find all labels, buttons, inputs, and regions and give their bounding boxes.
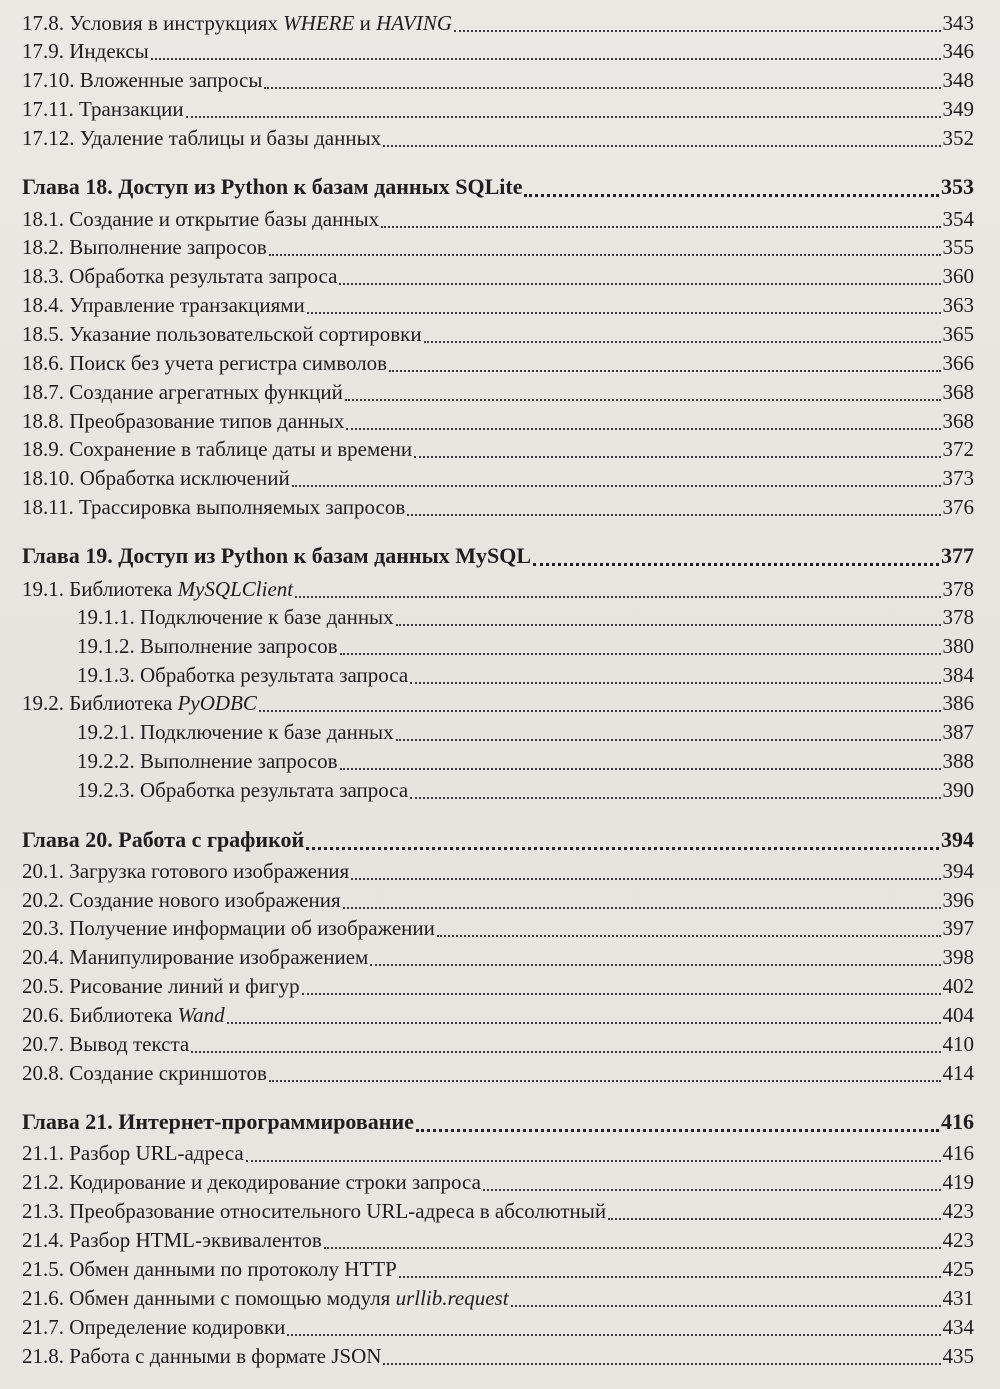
toc-entry-title-text: Библиотека bbox=[69, 691, 178, 715]
toc-entry-page-number: 355 bbox=[942, 235, 974, 259]
toc-entry-number: 18.3. bbox=[22, 264, 64, 288]
dot-leader bbox=[269, 1080, 941, 1082]
dot-leader bbox=[416, 1129, 939, 1132]
toc-entry-number: 20.7. bbox=[22, 1032, 64, 1056]
dot-leader bbox=[302, 993, 941, 995]
toc-entry-number: 21.8. bbox=[22, 1344, 64, 1368]
toc-entry-title-text: Трассировка выполняемых запросов bbox=[78, 495, 406, 519]
toc-entry-page-number: 390 bbox=[942, 778, 974, 802]
toc-entry-title bbox=[69, 943, 368, 971]
toc-entry-number: 21.6. bbox=[22, 1286, 64, 1310]
dot-leader bbox=[227, 1022, 941, 1024]
toc-entry-title bbox=[69, 1313, 285, 1341]
toc-entry-title bbox=[69, 1226, 322, 1254]
dot-leader bbox=[399, 1276, 941, 1278]
toc-entry-title bbox=[69, 1001, 224, 1029]
toc-entry-page-number: 423 bbox=[942, 1199, 974, 1223]
dot-leader bbox=[414, 456, 940, 458]
toc-entry-page-number: 377 bbox=[941, 543, 974, 568]
toc-entry-number: 19.2.1. bbox=[77, 720, 135, 744]
toc-entry-title bbox=[69, 407, 344, 435]
toc-entry bbox=[22, 9, 974, 37]
toc-entry-title bbox=[69, 435, 412, 463]
toc-entry-number: 19.1.3. bbox=[77, 663, 135, 687]
toc-entry-title-text: Разбор HTML-эквивалентов bbox=[69, 1228, 322, 1252]
toc-entry-page-number: 435 bbox=[942, 1344, 974, 1368]
toc-entry bbox=[22, 575, 974, 603]
toc-entry-title bbox=[69, 575, 293, 603]
toc-entry-number: 20.6. bbox=[22, 1003, 64, 1027]
toc-chapter-entry bbox=[22, 542, 974, 570]
dot-leader bbox=[346, 428, 940, 430]
toc-entry-number: Глава 21. bbox=[22, 1109, 113, 1134]
toc-entry bbox=[22, 233, 974, 261]
toc-entry-number: 19.2.2. bbox=[77, 749, 135, 773]
dot-leader bbox=[410, 682, 940, 684]
dot-leader bbox=[608, 1218, 940, 1220]
toc-entry-title-italic: Wand bbox=[177, 1003, 225, 1027]
toc-entry-title-text: Преобразование типов данных bbox=[69, 409, 345, 433]
toc-entry bbox=[22, 407, 974, 435]
dot-leader bbox=[264, 87, 940, 89]
dot-leader bbox=[259, 710, 941, 712]
toc-entry-title bbox=[69, 1030, 189, 1058]
toc-entry-number: 21.2. bbox=[22, 1170, 64, 1194]
toc-entry-number: Глава 20. bbox=[22, 827, 113, 852]
toc-entry-title-italic: urllib.request bbox=[395, 1286, 509, 1310]
toc-entry-title-text: Вложенные запросы bbox=[79, 68, 263, 92]
dot-leader bbox=[306, 847, 939, 850]
dot-leader bbox=[269, 254, 941, 256]
dot-leader bbox=[186, 116, 941, 118]
toc-entry-number: 20.2. bbox=[22, 888, 64, 912]
toc-entry-page-number: 404 bbox=[942, 1003, 974, 1027]
toc-entry-title-text: Обработка результата запроса bbox=[140, 663, 409, 687]
toc-entry-title-text: Загрузка готового изображения bbox=[69, 859, 350, 883]
toc-entry bbox=[22, 464, 974, 492]
toc-entry-title-text: Рисование линий и фигур bbox=[69, 974, 300, 998]
toc-entry-number: 21.3. bbox=[22, 1199, 64, 1223]
dot-leader bbox=[343, 907, 941, 909]
toc-entry-title-text: Сохранение в таблице даты и времени bbox=[69, 437, 413, 461]
toc-entry-title-text: Разбор URL-адреса bbox=[69, 1141, 244, 1165]
toc-entry-title bbox=[69, 1168, 481, 1196]
toc-entry-page-number: 416 bbox=[941, 1109, 974, 1134]
toc-entry-page-number: 402 bbox=[942, 974, 974, 998]
toc-entry-title bbox=[69, 378, 343, 406]
toc-entry-title-text: Доступ из Python к базам данных SQLite bbox=[118, 174, 523, 199]
toc-entry-page-number: 384 bbox=[942, 663, 974, 687]
dot-leader bbox=[191, 1051, 940, 1053]
toc-entry-number: 18.9. bbox=[22, 437, 64, 461]
toc-entry-page-number: 425 bbox=[942, 1257, 974, 1281]
toc-entry-number: 17.12. bbox=[22, 126, 75, 150]
toc-entry bbox=[22, 435, 974, 463]
toc-entry bbox=[22, 1001, 974, 1029]
toc-entry-page-number: 388 bbox=[942, 749, 974, 773]
toc-entry-title-text: Выполнение запросов bbox=[140, 634, 338, 658]
toc-entry bbox=[22, 943, 974, 971]
toc-entry-title bbox=[69, 9, 452, 37]
toc-entry-page-number: 416 bbox=[942, 1141, 974, 1165]
toc-entry-title bbox=[80, 66, 263, 94]
toc-entry-page-number: 352 bbox=[942, 126, 974, 150]
toc-entry bbox=[22, 1139, 974, 1167]
toc-entry-page-number: 387 bbox=[942, 720, 974, 744]
toc-entry-page-number: 378 bbox=[942, 605, 974, 629]
toc-entry-title bbox=[80, 124, 381, 152]
toc-entry-page-number: 410 bbox=[942, 1032, 974, 1056]
toc-entry-page-number: 365 bbox=[942, 322, 974, 346]
toc-entry-number: 18.1. bbox=[22, 207, 64, 231]
toc-entry-number: 17.10. bbox=[22, 68, 75, 92]
toc-entry-title bbox=[80, 464, 290, 492]
toc-entry-title-text: Определение кодировки bbox=[69, 1315, 286, 1339]
toc-entry-number: 18.11. bbox=[22, 495, 74, 519]
toc-entry-number: Глава 19. bbox=[22, 543, 113, 568]
toc-entry-page-number: 398 bbox=[942, 945, 974, 969]
toc-entry bbox=[77, 718, 974, 746]
toc-entry-title-text: Манипулирование изображением bbox=[69, 945, 369, 969]
toc-entry bbox=[22, 1030, 974, 1058]
toc-entry-title bbox=[69, 1255, 397, 1283]
toc-entry bbox=[22, 493, 974, 521]
dot-leader bbox=[370, 964, 940, 966]
toc-entry bbox=[22, 291, 974, 319]
toc-entry-title-text: Подключение к базе данных bbox=[140, 605, 394, 629]
toc-entry-title bbox=[69, 1342, 381, 1370]
toc-entry bbox=[22, 378, 974, 406]
toc-entry-number: Глава 18. bbox=[22, 174, 113, 199]
dot-leader bbox=[381, 226, 940, 228]
toc-entry-title bbox=[69, 972, 299, 1000]
toc-entry-title-text: Интернет-программирование bbox=[118, 1109, 414, 1134]
toc-entry-number: 18.8. bbox=[22, 409, 64, 433]
toc-entry bbox=[22, 857, 974, 885]
toc-entry bbox=[22, 124, 974, 152]
toc-entry-title bbox=[140, 632, 338, 660]
dot-leader bbox=[351, 878, 940, 880]
toc-entry-title-text: Индексы bbox=[69, 39, 149, 63]
toc-entry bbox=[77, 661, 974, 689]
toc-entry-page-number: 431 bbox=[942, 1286, 974, 1310]
toc-entry-title-text: Создание и открытие базы данных bbox=[69, 207, 380, 231]
dot-leader bbox=[407, 514, 940, 516]
toc-entry-number: 17.11. bbox=[22, 97, 74, 121]
toc-entry-title bbox=[140, 718, 394, 746]
toc-entry bbox=[22, 37, 974, 65]
toc-entry-title bbox=[140, 747, 338, 775]
toc-entry-number: 18.4. bbox=[22, 293, 64, 317]
dot-leader bbox=[340, 768, 941, 770]
toc-entry bbox=[22, 1255, 974, 1283]
dot-leader bbox=[345, 399, 941, 401]
toc-entry-title bbox=[118, 1108, 414, 1136]
toc-entry bbox=[22, 914, 974, 942]
toc-entry bbox=[77, 776, 974, 804]
toc-entry bbox=[22, 886, 974, 914]
toc-entry-page-number: 348 bbox=[942, 68, 974, 92]
toc-entry bbox=[22, 1342, 974, 1370]
toc-entry-number: 21.7. bbox=[22, 1315, 64, 1339]
toc-entry bbox=[22, 95, 974, 123]
toc-entry-title-italic: HAVING bbox=[376, 11, 453, 35]
toc-entry-title-text: Получение информации об изображении bbox=[69, 916, 435, 940]
toc-entry-page-number: 434 bbox=[942, 1315, 974, 1339]
toc-entry bbox=[22, 1226, 974, 1254]
toc-entry-page-number: 343 bbox=[942, 11, 974, 35]
toc-entry-number: 19.2. bbox=[22, 691, 64, 715]
toc-entry-title bbox=[79, 493, 405, 521]
toc-entry-number: 21.1. bbox=[22, 1141, 64, 1165]
toc-entry-page-number: 376 bbox=[942, 495, 974, 519]
dot-leader bbox=[454, 30, 940, 32]
toc-entry bbox=[22, 1197, 974, 1225]
toc-entry-title-italic: MySQLClient bbox=[177, 577, 294, 601]
toc-entry-number: 19.2.3. bbox=[77, 778, 135, 802]
toc-entry-title bbox=[69, 291, 305, 319]
toc-entry-title-tail: и bbox=[354, 11, 377, 35]
toc-entry-number: 20.8. bbox=[22, 1061, 64, 1085]
toc-entry-page-number: 397 bbox=[942, 916, 974, 940]
toc-entry-title-text: Поиск без учета регистра символов bbox=[69, 351, 388, 375]
toc-entry-title bbox=[69, 37, 149, 65]
toc-entry-page-number: 386 bbox=[942, 691, 974, 715]
toc-entry-title bbox=[69, 1059, 267, 1087]
toc-entry-title bbox=[79, 95, 184, 123]
toc-entry-number: 21.5. bbox=[22, 1257, 64, 1281]
toc-entry-title-text: Кодирование и декодирование строки запроса bbox=[69, 1170, 481, 1194]
toc-entry-number: 20.1. bbox=[22, 859, 64, 883]
toc-entry-title-text: Удаление таблицы и базы данных bbox=[79, 126, 382, 150]
toc-chapter-entry bbox=[22, 1108, 974, 1136]
toc-entry-title-text: Выполнение запросов bbox=[140, 749, 338, 773]
toc-entry-title bbox=[69, 262, 337, 290]
toc-entry-page-number: 346 bbox=[942, 39, 974, 63]
toc-entry-number: 19.1.2. bbox=[77, 634, 135, 658]
toc-entry-number: 17.9. bbox=[22, 39, 64, 63]
toc-entry-number: 18.10. bbox=[22, 466, 75, 490]
toc-entry bbox=[22, 262, 974, 290]
dot-leader bbox=[524, 194, 939, 197]
toc-entry-number: 19.1. bbox=[22, 577, 64, 601]
toc-entry-number: 21.4. bbox=[22, 1228, 64, 1252]
toc-chapter-entry bbox=[22, 826, 974, 854]
toc-entry-page-number: 378 bbox=[942, 577, 974, 601]
dot-leader bbox=[151, 58, 941, 60]
toc-entry bbox=[22, 1059, 974, 1087]
toc-entry-title bbox=[69, 320, 421, 348]
toc-entry-page-number: 372 bbox=[942, 437, 974, 461]
toc-entry-page-number: 396 bbox=[942, 888, 974, 912]
toc-entry-title bbox=[69, 1139, 243, 1167]
toc-entry-title bbox=[69, 205, 379, 233]
toc-entry-page-number: 380 bbox=[942, 634, 974, 658]
toc-entry-page-number: 349 bbox=[942, 97, 974, 121]
toc-entry-number: 17.8. bbox=[22, 11, 64, 35]
toc-entry-title bbox=[118, 173, 522, 201]
toc-entry-title-text: Библиотека bbox=[69, 577, 178, 601]
toc-entry-title bbox=[140, 661, 408, 689]
toc-entry-title-text: Работа с данными в формате JSON bbox=[69, 1344, 382, 1368]
dot-leader bbox=[410, 797, 940, 799]
toc-entry-title-text: Управление транзакциями bbox=[69, 293, 305, 317]
toc-entry-title-italic: WHERE bbox=[283, 11, 355, 35]
dot-leader bbox=[396, 624, 941, 626]
toc-entry-number: 18.7. bbox=[22, 380, 64, 404]
toc-entry bbox=[22, 66, 974, 94]
toc-entry-title-text: Обработка результата запроса bbox=[140, 778, 409, 802]
toc-entry-number: 19.1.1. bbox=[77, 605, 135, 629]
dot-leader bbox=[307, 312, 941, 314]
dot-leader bbox=[383, 145, 940, 147]
toc-entry-title bbox=[69, 1284, 508, 1312]
toc-entry-title-text: Указание пользовательской сортировки bbox=[69, 322, 422, 346]
toc-entry-title-text: Обмен данными по протоколу HTTP bbox=[69, 1257, 397, 1281]
toc-entry-title-text: Транзакции bbox=[78, 97, 184, 121]
toc-entry-page-number: 353 bbox=[941, 174, 974, 199]
toc-entry bbox=[22, 1168, 974, 1196]
toc-chapter-entry bbox=[22, 173, 974, 201]
dot-leader bbox=[295, 596, 940, 598]
dot-leader bbox=[396, 739, 941, 741]
toc-entry-title-text: Создание агрегатных функций bbox=[69, 380, 343, 404]
dot-leader bbox=[246, 1160, 941, 1162]
toc-entry-title-text: Создание нового изображения bbox=[69, 888, 341, 912]
toc-entry-title bbox=[140, 603, 394, 631]
dot-leader bbox=[383, 1363, 940, 1365]
toc-entry-number: 18.6. bbox=[22, 351, 64, 375]
dot-leader bbox=[340, 653, 941, 655]
toc-entry-title bbox=[69, 914, 435, 942]
toc-entry-page-number: 423 bbox=[942, 1228, 974, 1252]
toc-entry-page-number: 368 bbox=[942, 380, 974, 404]
toc-entry bbox=[22, 205, 974, 233]
dot-leader bbox=[483, 1189, 941, 1191]
toc-entry-page-number: 419 bbox=[942, 1170, 974, 1194]
toc-entry-page-number: 366 bbox=[942, 351, 974, 375]
toc-entry bbox=[22, 1284, 974, 1312]
toc-entry-number: 20.3. bbox=[22, 916, 64, 940]
dot-leader bbox=[339, 283, 940, 285]
toc-entry-title bbox=[69, 349, 387, 377]
toc-entry-title-text: Создание скриншотов bbox=[69, 1061, 267, 1085]
toc-entry-title bbox=[69, 233, 267, 261]
toc-entry-page-number: 373 bbox=[942, 466, 974, 490]
toc-entry bbox=[77, 632, 974, 660]
toc-entry bbox=[22, 349, 974, 377]
toc-entry-title-text: Работа с графикой bbox=[118, 827, 305, 852]
toc-entry-title-italic: PyODBC bbox=[177, 691, 257, 715]
toc-entry-number: 20.4. bbox=[22, 945, 64, 969]
toc-entry bbox=[22, 689, 974, 717]
toc-entry-page-number: 414 bbox=[942, 1061, 974, 1085]
toc-entry-title bbox=[69, 886, 340, 914]
dot-leader bbox=[389, 370, 940, 372]
toc-entry-page-number: 354 bbox=[942, 207, 974, 231]
toc-entry bbox=[22, 1313, 974, 1341]
dot-leader bbox=[437, 935, 941, 937]
toc-entry-title bbox=[69, 857, 349, 885]
toc-entry-title bbox=[69, 689, 257, 717]
toc-entry-title-text: Обработка исключений bbox=[79, 466, 290, 490]
dot-leader bbox=[511, 1305, 941, 1307]
dot-leader bbox=[324, 1247, 941, 1249]
dot-leader bbox=[287, 1334, 940, 1336]
toc-entry-page-number: 360 bbox=[942, 264, 974, 288]
toc-entry-title bbox=[118, 542, 531, 570]
toc-entry-title-text: Обмен данными с помощью модуля bbox=[69, 1286, 396, 1310]
toc-entry-title-text: Подключение к базе данных bbox=[140, 720, 394, 744]
toc-entry bbox=[77, 603, 974, 631]
toc-entry-title-text: Доступ из Python к базам данных MySQL bbox=[118, 543, 532, 568]
toc-entry bbox=[22, 972, 974, 1000]
toc-entry-title bbox=[140, 776, 408, 804]
toc-entry-number: 20.5. bbox=[22, 974, 64, 998]
toc-entry-title-text: Преобразование относительного URL-адреса в абсолютный bbox=[69, 1199, 607, 1223]
toc-entry bbox=[77, 747, 974, 775]
toc-entry-page-number: 363 bbox=[942, 293, 974, 317]
toc-entry-title-text: Библиотека bbox=[69, 1003, 178, 1027]
toc-entry-page-number: 394 bbox=[942, 859, 974, 883]
toc-entry-number: 18.5. bbox=[22, 322, 64, 346]
dot-leader bbox=[424, 341, 941, 343]
toc-entry-title bbox=[69, 1197, 606, 1225]
toc-entry-page-number: 394 bbox=[941, 827, 974, 852]
toc-entry-title-text: Условия в инструкциях bbox=[69, 11, 284, 35]
toc-entry-number: 18.2. bbox=[22, 235, 64, 259]
toc-entry-title-text: Вывод текста bbox=[69, 1032, 190, 1056]
dot-leader bbox=[533, 563, 939, 566]
toc-entry bbox=[22, 320, 974, 348]
toc-entry-title bbox=[118, 826, 304, 854]
toc-entry-title-text: Обработка результата запроса bbox=[69, 264, 338, 288]
dot-leader bbox=[292, 485, 941, 487]
toc-entry-page-number: 368 bbox=[942, 409, 974, 433]
toc-entry-title-text: Выполнение запросов bbox=[69, 235, 267, 259]
